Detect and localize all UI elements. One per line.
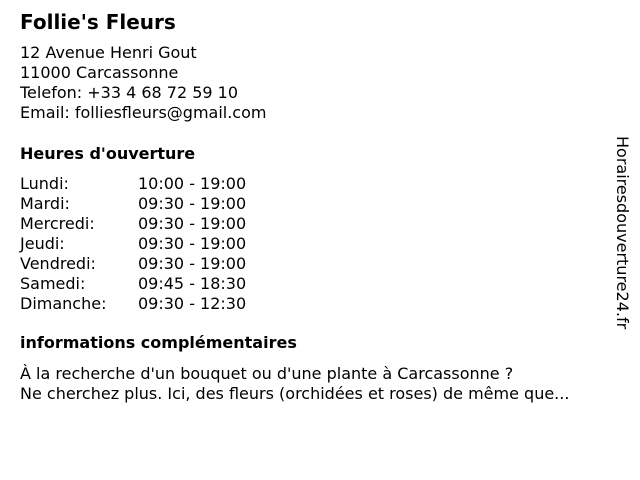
hours-row-thursday bbox=[20, 234, 620, 254]
hours-day: Mercredi: bbox=[20, 214, 95, 233]
business-name: Follie's Fleurs bbox=[20, 10, 176, 34]
hours-day: Samedi: bbox=[20, 274, 86, 293]
hours-row-friday bbox=[20, 254, 620, 274]
hours-time: 09:30 - 19:00 bbox=[138, 234, 247, 253]
info-line-1: À la recherche d'un bouquet ou d'une plante à Carcassonne ? bbox=[20, 364, 514, 383]
hours-row-tuesday bbox=[20, 194, 620, 214]
site-watermark: Horairesdouverture24.fr bbox=[613, 136, 632, 330]
hours-time: 09:30 - 19:00 bbox=[138, 254, 247, 273]
hours-row-monday bbox=[20, 174, 620, 194]
hours-time: 09:30 - 19:00 bbox=[138, 214, 247, 233]
info-line-2: Ne cherchez plus. Ici, des fleurs (orchidées et roses) de même que... bbox=[20, 384, 570, 403]
hours-time: 09:30 - 12:30 bbox=[138, 294, 247, 313]
hours-heading: Heures d'ouverture bbox=[20, 144, 196, 163]
hours-row-saturday bbox=[20, 274, 620, 294]
hours-time: 09:45 - 18:30 bbox=[138, 274, 247, 293]
business-card bbox=[20, 10, 620, 404]
hours-day: Jeudi: bbox=[20, 234, 65, 253]
phone-line: Telefon: +33 4 68 72 59 10 bbox=[20, 83, 239, 102]
hours-row-sunday bbox=[20, 294, 620, 314]
hours-row-wednesday bbox=[20, 214, 620, 234]
address-line-2: 11000 Carcassonne bbox=[20, 63, 179, 82]
contact-block bbox=[20, 43, 620, 123]
hours-table bbox=[20, 174, 620, 314]
hours-day: Dimanche: bbox=[20, 294, 107, 313]
hours-day: Vendredi: bbox=[20, 254, 96, 273]
hours-time: 09:30 - 19:00 bbox=[138, 194, 247, 213]
hours-time: 10:00 - 19:00 bbox=[138, 174, 247, 193]
hours-day: Lundi: bbox=[20, 174, 69, 193]
hours-day: Mardi: bbox=[20, 194, 70, 213]
address-line-1: 12 Avenue Henri Gout bbox=[20, 43, 197, 62]
info-heading: informations complémentaires bbox=[20, 333, 297, 352]
email-line: Email: folliesfleurs@gmail.com bbox=[20, 103, 267, 122]
info-description bbox=[20, 364, 620, 404]
